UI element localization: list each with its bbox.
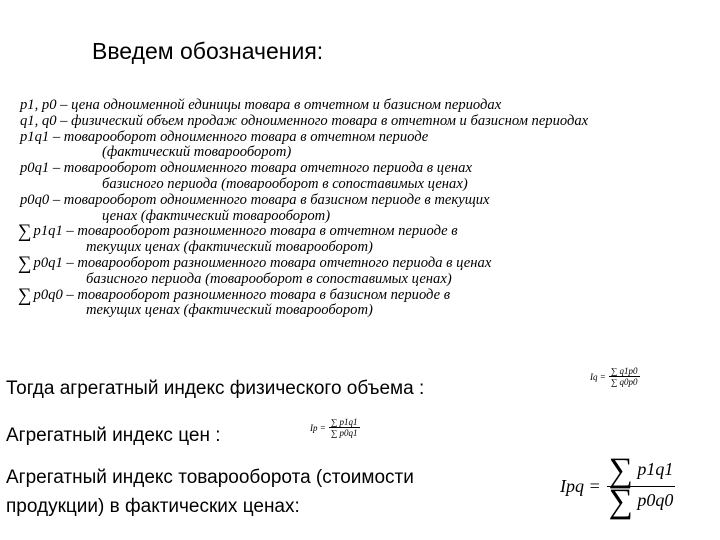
definition-continuation: ценах (фактический товарооборот): [102, 207, 331, 224]
fraction-numerator: [607, 452, 676, 489]
slide-title: Введем обозначения:: [92, 38, 324, 64]
turnover-index-formula: [560, 452, 675, 520]
definition-text: – цена одноименной единицы товара в отчетном и базисном периодах: [56, 97, 502, 113]
fraction-denominator: ∑ p0q1: [330, 428, 358, 438]
volume-index-formula: [590, 366, 640, 387]
formula-lhs: Ipq =: [560, 476, 601, 496]
fraction-numerator: ∑ p1q1: [330, 417, 358, 427]
definition-symbol: p0q0: [20, 191, 50, 208]
definition-line: [18, 161, 718, 177]
definition-continuation: (фактический товарооборот): [102, 144, 292, 161]
denominator-term: p0q0: [637, 490, 674, 510]
definition-line: [18, 193, 718, 209]
definition-line: [18, 130, 718, 146]
fraction-denominator: ∑ q0p0: [610, 377, 638, 387]
fraction: [329, 417, 360, 438]
definition-continuation: базисного периода (товарооборот в сопоставимых ценах): [86, 270, 452, 287]
volume-index-statement: Тогда агрегатный индекс физического объема :: [6, 378, 425, 399]
sum-symbol: ∑: [18, 252, 32, 274]
definition-symbol: p1q1: [20, 128, 50, 145]
definition-continuation: текущих ценах (фактический товарооборот): [86, 239, 373, 256]
sum-symbol: ∑: [608, 452, 633, 489]
definition-symbol: p0q1: [20, 160, 50, 177]
definition-text: – товарооборот одноименного товара в отчетном периоде: [49, 128, 429, 145]
definition-line: [18, 221, 718, 243]
definition-text: – товарооборот разноименного товара отчетного периода в ценах: [62, 254, 492, 271]
definition-text: – товарооборот одноименного товара в базисном периоде в текущих: [49, 191, 490, 208]
fraction-numerator: ∑ q1p0: [610, 366, 638, 376]
definition-symbol: p1q1: [33, 223, 63, 240]
sum-symbol: ∑: [18, 221, 32, 243]
turnover-index-statement-line1: Агрегатный индекс товарооборота (стоимости: [6, 467, 414, 488]
fraction: [607, 452, 676, 520]
definition-symbol: p0q1: [33, 254, 63, 271]
definition-line: [18, 252, 718, 274]
fraction-denominator: [607, 483, 676, 520]
turnover-index-statement-line2: продукции) в фактических ценах:: [6, 496, 300, 517]
sum-symbol: ∑: [608, 483, 633, 520]
definition-text: – товарооборот одноименного товара отчетного периода в ценах: [49, 160, 472, 177]
definition-line: [18, 98, 718, 114]
definition-symbol: q1, q0: [20, 112, 57, 129]
definition-line: [18, 114, 718, 130]
formula-lhs: Iq =: [590, 371, 606, 382]
formula-lhs: Ip =: [310, 422, 326, 433]
price-index-statement: Агрегатный индекс цен :: [6, 425, 221, 446]
definition-continuation: текущих ценах (фактический товарооборот): [86, 302, 373, 319]
fraction: [609, 366, 640, 387]
numerator-term: p1q1: [637, 459, 674, 479]
definition-text: – физический объем продаж одноименного товара в отчетном и базисном периодах: [56, 112, 589, 129]
definitions-list: [18, 98, 718, 319]
definition-continuation: базисного периода (товарооборот в сопоставимых ценах): [102, 175, 468, 192]
definition-symbol: p1, p0: [20, 97, 57, 113]
price-index-formula: [310, 417, 360, 438]
definition-symbol: p0q0: [33, 286, 63, 303]
definition-line: [18, 284, 718, 306]
definition-text: – товарооборот разноименного товара в отчетном периоде в: [62, 223, 458, 240]
definition-text: – товарооборот разноименного товара в базисном периоде в: [62, 286, 451, 303]
sum-symbol: ∑: [18, 284, 32, 306]
